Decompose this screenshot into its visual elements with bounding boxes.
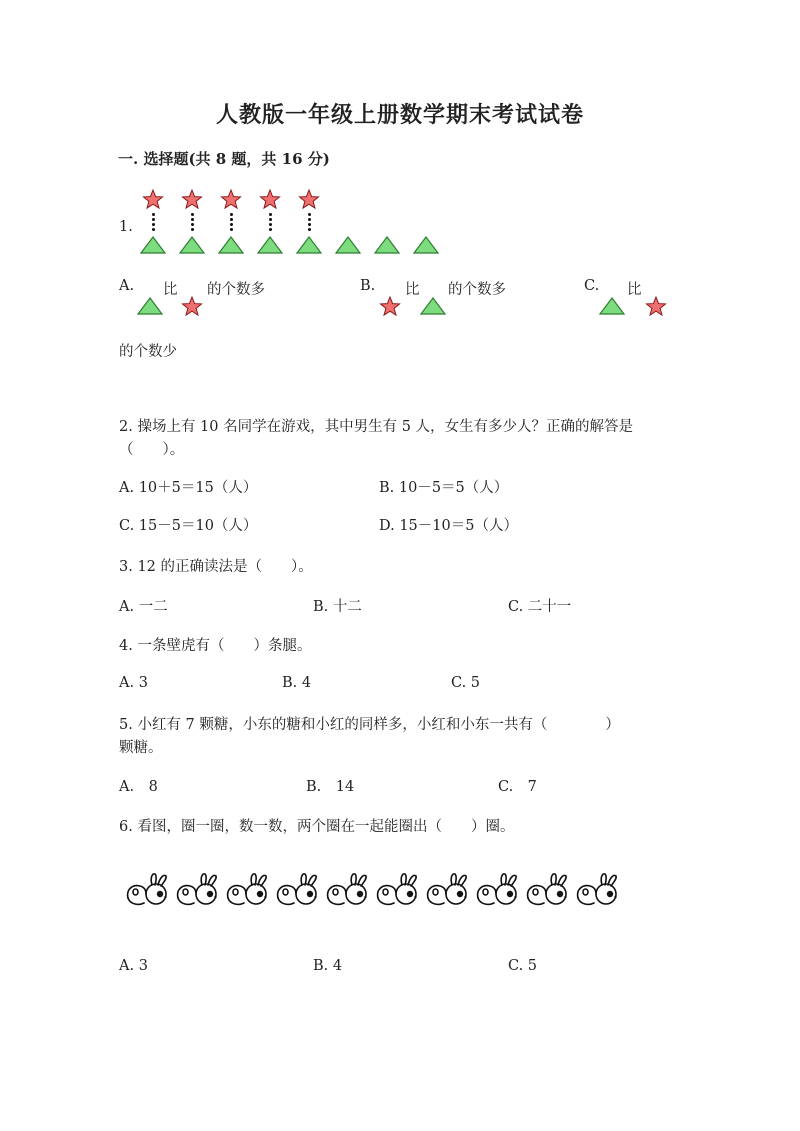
q1-b-star-icon (379, 296, 401, 317)
q1-number: 1. (119, 219, 133, 235)
q5-text-line1: 5. 小红有 7 颗糖，小东的糖和小红的同样多，小红和小东一共有（ ） (119, 717, 620, 733)
q1-star-icon (298, 189, 320, 210)
rabbit-icon (324, 870, 374, 910)
section-heading: 一. 选择题(共 8 题，共 16 分) (118, 150, 330, 168)
q1-option-a-text: 的个数多 (207, 282, 265, 298)
q3-option-b: B. 十二 (313, 599, 362, 615)
q3-option-a: A. 一二 (119, 599, 168, 615)
rabbit-icon (474, 870, 524, 910)
q6-option-c: C. 5 (508, 958, 538, 974)
q1-triangle-icon (178, 235, 206, 255)
q1-dotted-connector (191, 213, 194, 233)
q2-option-c: C. 15－5＝10（人） (119, 518, 258, 534)
q1-option-a-compare: 比 (163, 282, 178, 298)
q1-triangle-icon (334, 235, 362, 255)
q1-option-c-text: 的个数少 (119, 344, 177, 360)
q1-option-c-label: C. (584, 278, 600, 294)
q1-a-triangle-icon (136, 296, 164, 316)
q1-c-triangle-icon (598, 296, 626, 316)
q4-option-a: A. 3 (119, 675, 148, 691)
rabbit-icon (524, 870, 574, 910)
rabbit-icon (574, 870, 624, 910)
q6-option-a: A. 3 (119, 958, 148, 974)
q1-star-icon (142, 189, 164, 210)
q4-option-c: C. 5 (451, 675, 481, 691)
q1-triangle-icon (139, 235, 167, 255)
q1-option-b-label: B. (360, 278, 376, 294)
q3-text: 3. 12 的正确读法是（ ）。 (119, 559, 313, 575)
q1-option-a-label: A. (119, 278, 135, 294)
q1-b-triangle-icon (419, 296, 447, 316)
q2-text-line2: （ ）。 (119, 442, 185, 458)
q1-option-c-compare: 比 (627, 282, 642, 298)
q1-option-b-compare: 比 (405, 282, 420, 298)
rabbit-icon (374, 870, 424, 910)
q1-star-icon (181, 189, 203, 210)
rabbit-icon (124, 870, 174, 910)
q6-option-b: B. 4 (313, 958, 343, 974)
rabbit-icon (274, 870, 324, 910)
q2-option-b: B. 10－5＝5（人） (379, 480, 509, 496)
rabbit-icon (174, 870, 224, 910)
q1-triangle-icon (412, 235, 440, 255)
q1-dotted-connector (308, 213, 311, 233)
q1-dotted-connector (152, 213, 155, 233)
q6-text: 6. 看图，圈一圈，数一数，两个圈在一起能圈出（ ）圈。 (119, 819, 515, 835)
q1-option-b-text: 的个数多 (448, 282, 506, 298)
q1-dotted-connector (230, 213, 233, 233)
q1-star-icon (259, 189, 281, 210)
q1-triangle-icon (256, 235, 284, 255)
q2-option-d: D. 15－10＝5（人） (379, 518, 518, 534)
q5-text-line2: 颗糖。 (119, 740, 163, 756)
q4-text: 4. 一条壁虎有（ ）条腿。 (119, 638, 312, 654)
q1-a-star-icon (181, 296, 203, 317)
q1-triangle-icon (373, 235, 401, 255)
q1-triangle-icon (295, 235, 323, 255)
q1-dotted-connector (269, 213, 272, 233)
q1-c-star-icon (645, 296, 667, 317)
q5-option-b: B. 14 (306, 779, 355, 795)
q2-text-line1: 2. 操场上有 10 名同学在游戏，其中男生有 5 人，女生有多少人？正确的解答是 (119, 419, 634, 435)
q3-option-c: C. 二十一 (508, 599, 572, 615)
q1-triangle-icon (217, 235, 245, 255)
page-title: 人教版一年级上册数学期末考试试卷 (215, 102, 584, 128)
rabbit-icon (424, 870, 474, 910)
q4-option-b: B. 4 (282, 675, 312, 691)
q5-option-c: C. 7 (498, 779, 537, 795)
rabbit-icon (224, 870, 274, 910)
q1-star-icon (220, 189, 242, 210)
q2-option-a: A. 10＋5＝15（人） (119, 480, 258, 496)
q5-option-a: A. 8 (119, 779, 158, 795)
